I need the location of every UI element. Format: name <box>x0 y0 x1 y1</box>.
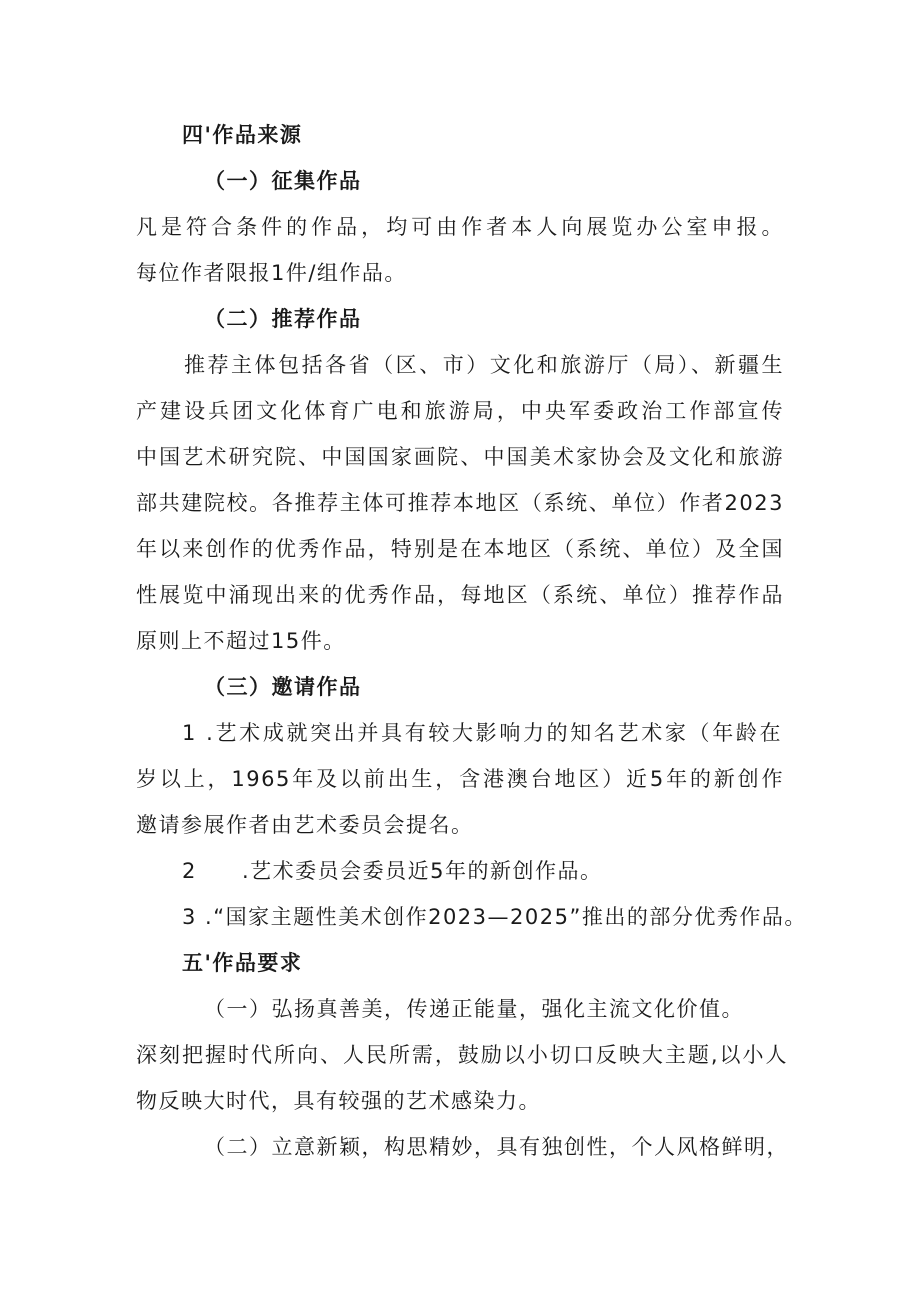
section4-sub3-item1-line-1: 1 .艺术成就突出并具有较大影响力的知名艺术家（年龄在 <box>182 721 782 745</box>
section4-sub2-line-5: 年以来创作的优秀作品，特别是在本地区（系统、单位）及全国 <box>136 537 784 561</box>
section4-sub3-item1-line-3: 邀请参展作者由艺术委员会提名。 <box>136 813 474 837</box>
section4-sub2-line-7: 原则上不超过15件。 <box>136 629 346 653</box>
section4-sub3-item2-text: .艺术委员会委员近5年的新创作品。 <box>242 859 603 883</box>
section4-sub2-heading: （二）推荐作品 <box>204 307 362 331</box>
section4-sub2-line-1: 推荐主体包括各省（区、市）文化和旅游厅（局）、新疆生 <box>184 353 784 377</box>
section5-req1-line-2: 深刻把握时代所向、人民所需，鼓励以小切口反映大主题,以小人 <box>136 1043 788 1067</box>
section4-sub3-item1-line-2: 岁以上，1965年及以前出生，含港澳台地区）近5年的新创作 <box>136 767 784 791</box>
section5-heading: 五'作品要求 <box>182 951 303 975</box>
section4-sub1-line-2: 每位作者限报1件/组作品。 <box>136 261 407 285</box>
section4-sub3-item2-number: 2 <box>182 859 197 883</box>
section4-sub2-line-3: 中国艺术研究院、中国国家画院、中国美术家协会及文化和旅游 <box>136 445 784 469</box>
section4-sub3-heading: （三）邀请作品 <box>204 675 362 699</box>
section4-heading: 四'作品来源 <box>182 123 303 147</box>
section5-req1-line-3: 物反映大时代，具有较强的艺术感染力。 <box>136 1089 541 1113</box>
section5-req1-line-1: （一）弘扬真善美，传递正能量，强化主流文化价值。 <box>204 997 744 1021</box>
section4-sub1-heading: （一）征集作品 <box>204 169 362 193</box>
section4-sub1-line-1: 凡是符合条件的作品，均可由作者本人向展览办公室申报。 <box>136 215 784 239</box>
section4-sub2-line-2: 产建设兵团文化体育广电和旅游局，中央军委政治工作部宣传 <box>136 399 784 423</box>
section4-sub2-line-6: 性展览中涌现出来的优秀作品，每地区（系统、单位）推荐作品 <box>136 583 784 607</box>
section4-sub2-line-4: 部共建院校。各推荐主体可推荐本地区（系统、单位）作者2023 <box>136 491 784 515</box>
section4-sub3-item3: 3 .“国家主题性美术创作2023—2025”推出的部分优秀作品。 <box>182 905 807 929</box>
section5-req2-line-1: （二）立意新颖，构思精妙，具有独创性，个人风格鲜明， <box>204 1135 789 1159</box>
